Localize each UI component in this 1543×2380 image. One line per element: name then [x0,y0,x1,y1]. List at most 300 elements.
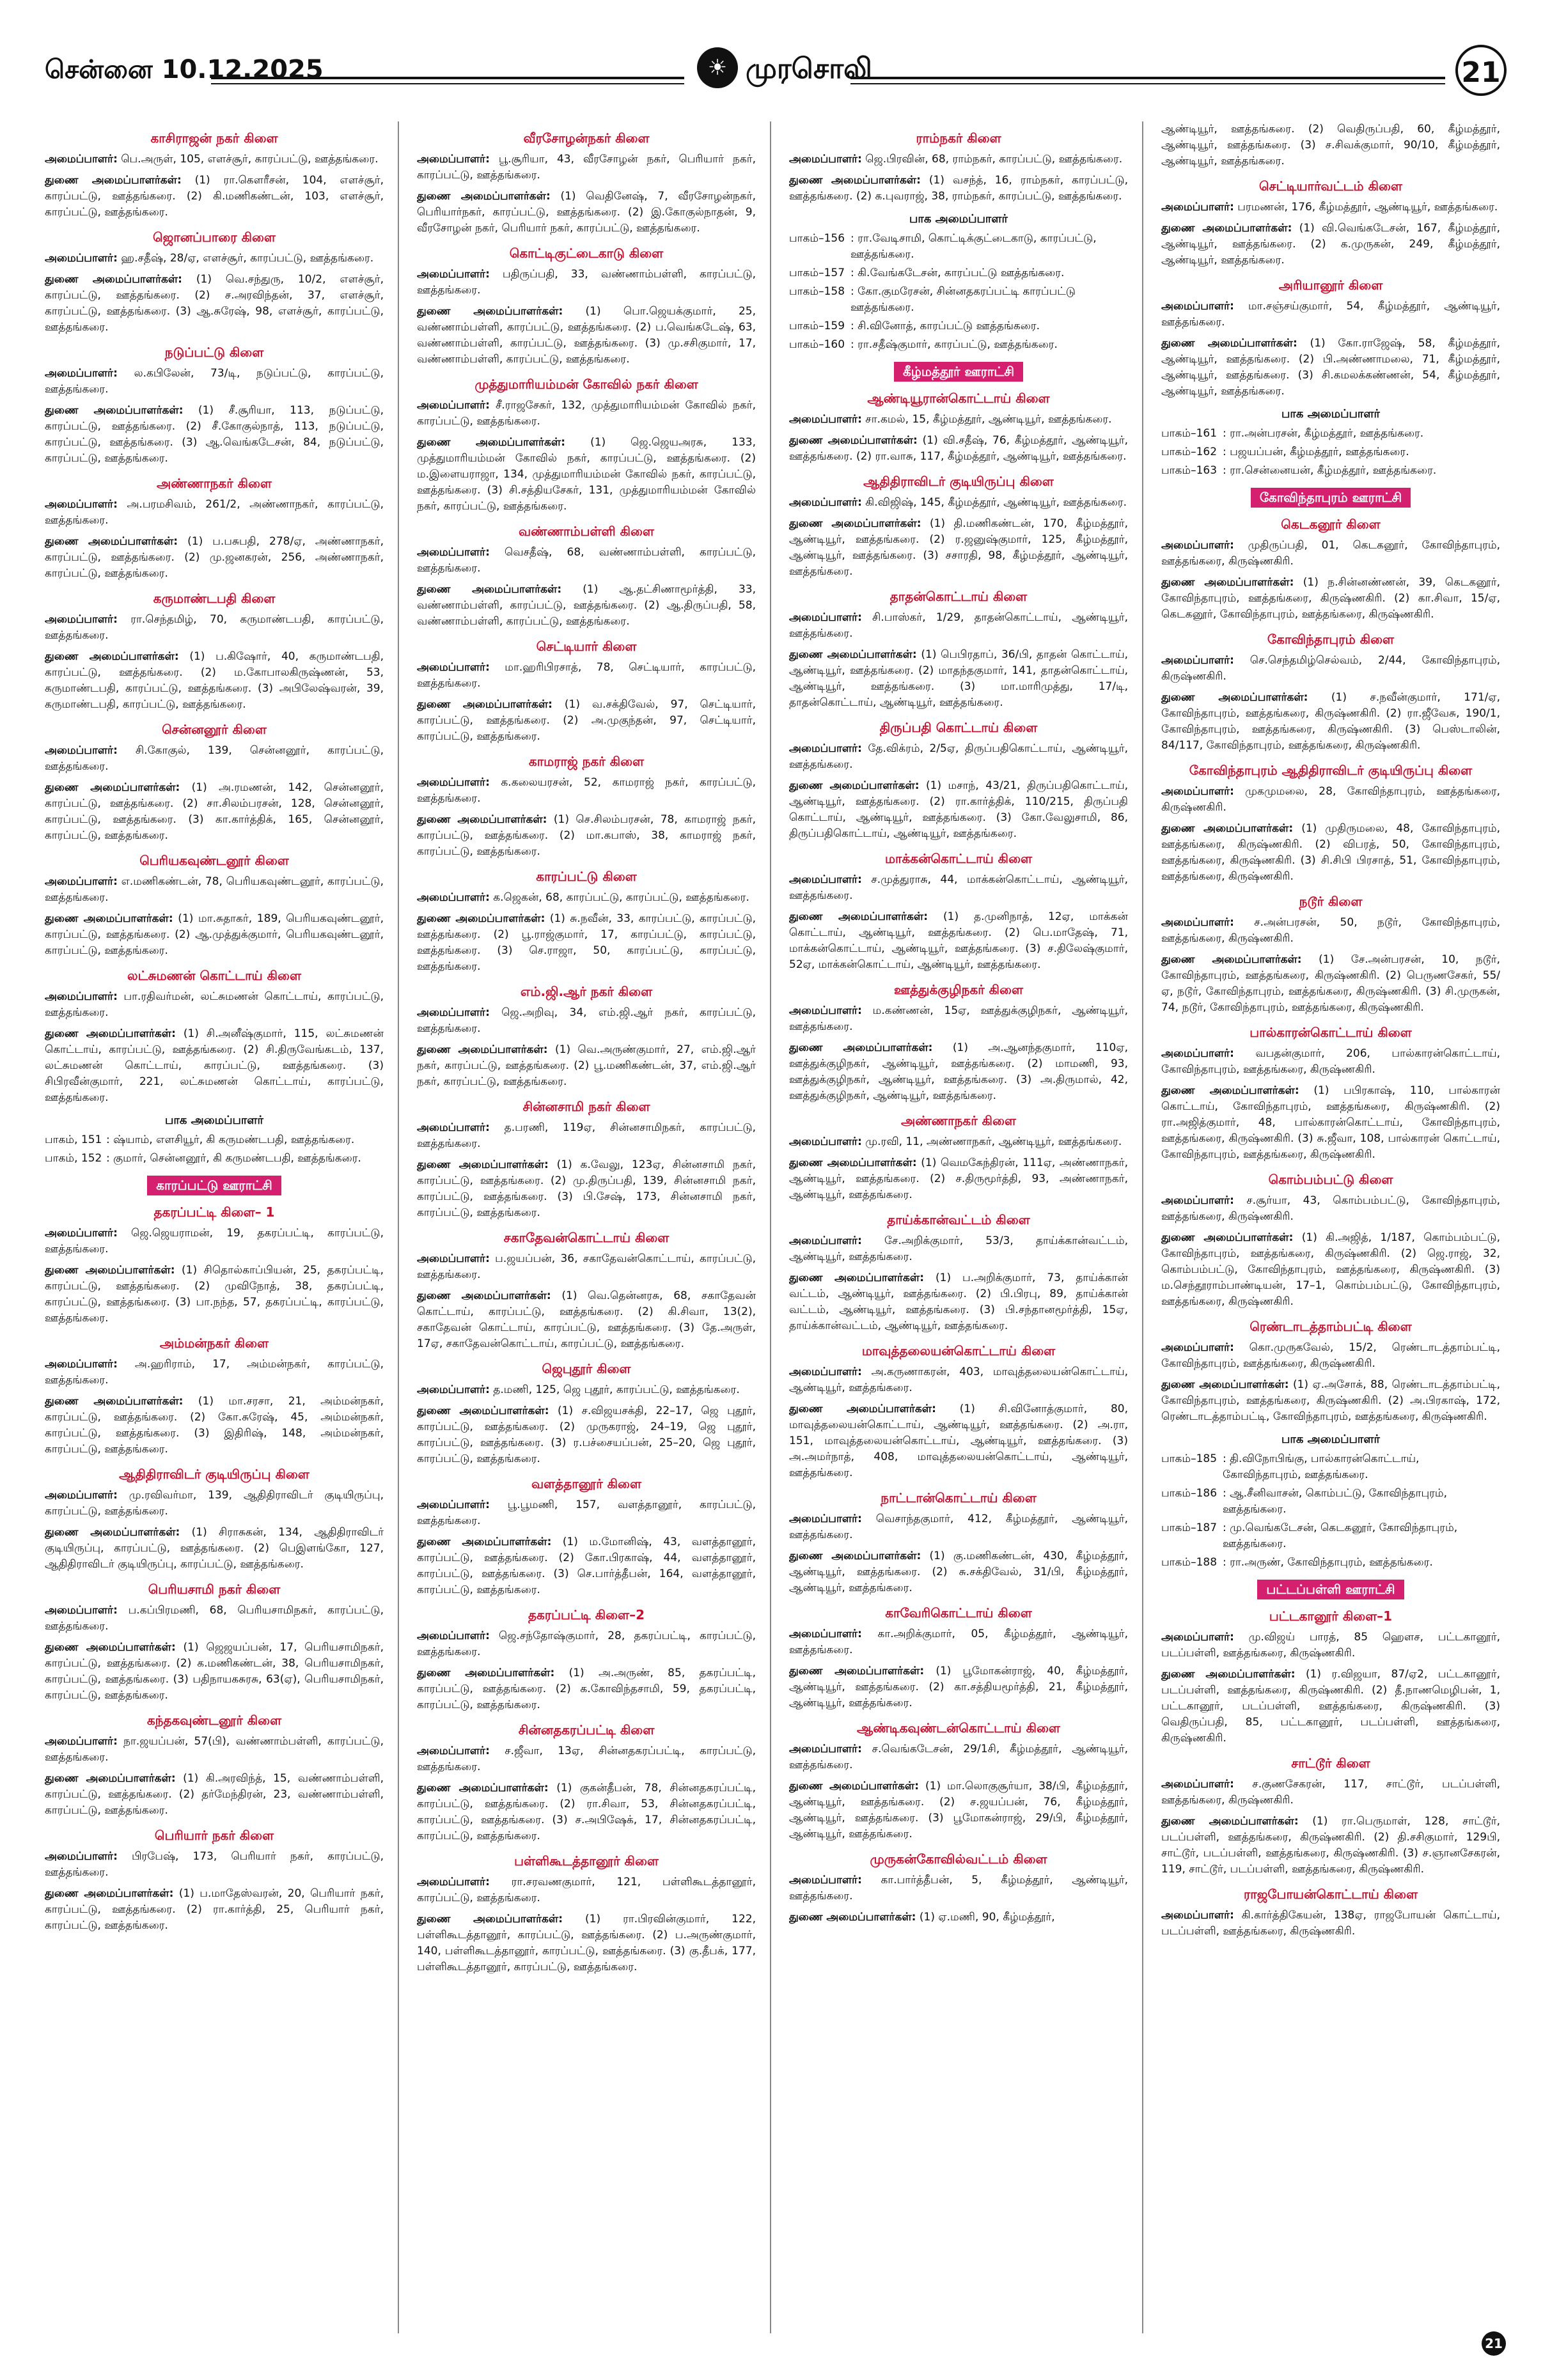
deputy-organizers-text: (1) வெ.தென்னரசு, 68, சகாதேவன் கொட்டாய், காரப்பட்டு, ஊத்தங்கரை. (2) கி.சிவா, 13(2), சகாதேவன் கொட்டாய், காரப்பட்டு, ஊத்தங்கரை. (3) தே.அருள், 17ஏ, சகாதேவன்கொட்டாய், காரப்பட்டு, ஊத்தங்கரை. [417,1289,756,1350]
deputy-organizers-text: (1) கோ.ராஜேஷ், 58, கீழ்மத்தூர், ஆண்டியூர், ஊத்தங்கரை. (2) பி.அண்ணாமலை, 71, கீழ்மத்தூர், ஆண்டியூர், ஊத்தங்கரை. (3) சி.கமலக்கண்ணன், 54, கீழ்மத்தூர், ஆண்டியூர், ஊத்தங்கரை. [1161,337,1500,398]
deputy-organizers-label: துணை அமைப்பாளர்கள்: [1161,337,1297,350]
organizer-label: அமைப்பாளர்: [417,776,490,789]
branch-block [1161,277,1500,400]
organizer-entry [1161,1046,1500,1078]
panchayat-banner: காரப்பட்டு ஊராட்சி [147,1176,281,1195]
organizer-entry [789,1511,1128,1543]
organizer-text: செ.செந்தமிழ்செல்வம், 2/44, கோவிந்தாபுரம், கிருஷ்ணகிரி. [1161,654,1500,683]
organizer-text: சே.அறிக்குமார், 53/3, தாய்க்கான்வட்டம், ஆண்டியூர், ஊத்தங்கரை. [789,1234,1128,1263]
deputy-organizers-label: துணை அமைப்பாளர்கள்: [417,1667,555,1679]
branch-block [789,1851,1128,1925]
deputy-organizers-text: (1) அ.ஆனந்தகுமார், 110ஏ, ஊத்துக்குழிநகர், ஆண்டியூர், ஊத்தங்கரை. (2) மாமணி, 93, ஊத்துக்குழிநகர், ஆண்டியூர், ஊத்தங்கரை. (3) அ.திருமால், 42, ஊத்துக்குழிநகர், ஆண்டியூர், ஊத்தங்கரை. [789,1041,1128,1102]
organizer-entry [1161,1629,1500,1661]
organizer-label: அமைப்பாளர்: [45,1735,118,1748]
deputy-organizers-entry [45,173,384,221]
booth-row [1161,426,1500,442]
organizer-entry [1161,1777,1500,1808]
branch-title: சாட்டூர் கிளை [1291,1755,1370,1771]
branch-block [417,1853,756,1975]
deputy-organizers-label: துணை அமைப்பாளர்கள்: [417,1913,563,1925]
deputy-organizers-label: துணை அமைப்பாளர்கள்: [789,779,920,792]
booth-organizer: : ரா.வேடிசாமி, கொட்டிக்குட்டைகாடு, காரப்பட்டு, ஊத்தங்கரை. [850,232,1097,261]
deputy-organizers-label: துணை அமைப்பாளர்கள்: [45,273,182,286]
branch-block [1161,1886,1500,1940]
deputy-organizers-entry [417,911,756,975]
branch-block [417,1230,756,1352]
organizer-entry [1161,1908,1500,1940]
deputy-organizers-entry [417,1157,756,1221]
branch-title: பட்டகானூர் கிளை–1 [1269,1608,1393,1624]
deputy-organizers-label: துணை அமைப்பாளர்கள்: [789,648,917,661]
deputy-organizers-entry [45,780,384,844]
deputy-organizers-entry [789,909,1128,973]
branch-block [417,754,756,860]
deputy-organizers-entry [417,304,756,368]
branch-title: லட்சுமணன் கொட்டாய் கிளை [127,968,302,983]
branch-block [1161,121,1500,169]
deputy-organizers-entry [789,516,1128,580]
booth-row [789,265,1128,281]
organizer-entry [417,545,756,577]
branch-block [45,968,384,1106]
organizer-text: ரா.செந்தமிழ், 70, கருமாண்டபதி, காரப்பட்டு, ஊத்தங்கரை. [45,613,384,642]
deputy-organizers-entry [789,433,1128,465]
deputy-organizers-entry [417,1288,756,1352]
deputy-organizers-text: (1) வெ.அருண்குமார், 27, எம்.ஜி.ஆர் நகர், காரப்பட்டு, ஊத்தங்கரை. (2) பூ.மணிகண்டன், 37, எம்.ஜி.ஆர் நகர், காரப்பட்டு, ஊத்தங்கரை. [417,1043,756,1088]
branch-block [45,476,384,582]
organizer-text: ச.குணசேகரன், 117, சாட்டூர், படப்பள்ளி, ஊத்தங்கரை, கிருஷ்ணகிரி. [1161,1778,1500,1807]
organizer-entry [45,874,384,906]
deputy-organizers-entry [789,1909,1128,1925]
branch-block [789,391,1128,465]
organizer-label: அமைப்பாளர்: [789,873,862,886]
organizer-text: த.பரணி, 119ஏ, சின்னசாமிநகர், காரப்பட்டு, ஊத்தங்கரை. [417,1121,756,1150]
branch-block [789,1212,1128,1334]
organizer-label: அமைப்பாளர்: [1161,916,1234,929]
deputy-organizers-label: துணை அமைப்பாளர்கள்: [45,1887,174,1900]
deputy-organizers-entry [417,1534,756,1598]
organizer-label: அமைப்பாளர்: [45,875,118,888]
branch-block [45,130,384,221]
organizer-label: அமைப்பாளர்: [1161,1778,1234,1791]
deputy-organizers-entry [1161,221,1500,268]
organizer-entry [417,1743,756,1775]
organizer-entry [417,775,756,807]
deputy-organizers-entry [417,812,756,860]
branch-block [417,524,756,630]
deputy-organizers-label: துணை அமைப்பாளர்கள்: [45,912,173,925]
deputy-organizers-entry [789,1778,1128,1842]
branch-block [45,853,384,959]
deputy-organizers-text: (1) ரா.பெருமாள், 128, சாட்டூர், படப்பள்ளி, ஊத்தங்கரை, கிருஷ்ணகிரி. (2) தி.சசிகுமார், 129பி, சாட்டூர், படப்பள்ளி, ஊத்தங்கரை, கிருஷ்ணகிரி. (3) ச.ஞானசேகரன், 119, சாட்டூர், படப்பள்ளி, ஊத்தங்கரை, கிருஷ்ணகிரி. [1161,1815,1500,1876]
branch-block [789,362,1128,382]
organizer-text: ச.ஜீவா, 13ஏ, சின்னதகரப்பட்டி, காரப்பட்டு, ஊத்தங்கரை. [417,1745,756,1773]
deputy-organizers-label: துணை அமைப்பாளர்கள்: [45,1264,175,1277]
branch-title: கொம்பம்பட்டு கிளை [1268,1172,1393,1187]
deputy-organizers-entry [1161,952,1500,1016]
deputy-organizers-entry [789,1548,1128,1596]
deputy-organizers-text: (1) பொ.ஜெயக்குமார், 25, வண்ணாம்பள்ளி, காரப்பட்டு, ஊத்தங்கரை. (2) ப.வெங்கடேஷ், 63, வண்ணாம்பள்ளி, காரப்பட்டு, ஊத்தங்கரை. (3) மு.சசிகுமார், 17, வண்ணாம்பள்ளி, காரப்பட்டு, ஊத்தங்கரை. [417,305,756,366]
organizer-text: பெ.அருள், 105, எளச்சூர், காரப்பட்டு, ஊத்தங்கரை. [117,153,379,166]
branch-block [45,722,384,844]
organizer-label: அமைப்பாளர்: [417,1629,490,1642]
deputy-organizers-label: துணை அமைப்பாளர்கள்: [1161,1815,1299,1828]
column-1 [45,121,384,2327]
branch-block [417,869,756,975]
deputy-organizers-entry [417,189,756,237]
organizer-label: அமைப்பாளர்: [45,1604,118,1617]
deputy-organizers-text: (1) ம.மோனிஷ், 43, வளத்தானூர், காரப்பட்டு, ஊத்தங்கரை. (2) கோ.பிரகாஷ், 44, வளத்தானூர், காரப்பட்டு, ஊத்தங்கரை. (3) செ.பார்த்தீபன், 164, வளத்தானூர், காரப்பட்டு, ஊத்தங்கரை. [417,1536,756,1596]
branch-block [45,229,384,336]
branch-block [417,1722,756,1844]
branch-block [1161,1172,1500,1310]
deputy-organizers-entry [417,1780,756,1844]
organizer-label: அமைப்பாளர்: [1161,785,1234,798]
panchayat-banner: கீழ்மத்தூர் ஊராட்சி [894,362,1023,382]
branch-block [1161,517,1500,623]
booth-number: பாகம்–160 [789,338,845,351]
organizer-text: ஜெ.பிரவின், 68, ராம்நகர், காரப்பட்டு, ஊத்தங்கரை. [861,153,1123,166]
deputy-organizers-text: (1) ந.சின்னண்ணன், 39, கெடகனூர், கோவிந்தாபுரம், ஊத்தங்கரை, கிருஷ்ணகிரி. (2) கா.சிவா, 15/ஏ, கெடகனூர், கோவிந்தாபுரம், ஊத்தங்கரை, கிருஷ்ணகிரி. [1161,576,1500,621]
deputy-organizers-label: துணை அமைப்பாளர்கள்: [417,912,545,925]
deputy-organizers-text: (1) த.முனிநாத், 12ஏ, மாக்கன் கொட்டாய், ஆண்டியூர், ஊத்தங்கரை. (2) பெ.மாதேஷ், 71, மாக்கன்கொட்டாய், ஆண்டியூர், ஊத்தங்கரை. (3) ச.திலேஷ்குமார், 52ஏ, மாக்கன்கொட்டாய், ஆண்டியூர், ஊத்தங்கரை. [789,910,1128,971]
deputy-organizers-text: (1) அ.ரமணன், 142, சென்னனூர், காரப்பட்டு, ஊத்தங்கரை. (2) சா.சிலம்பரசன், 128, சென்னனூர், காரப்பட்டு, ஊத்தங்கரை. (3) கா.கார்த்திக், 165, சென்னனூர், காரப்பட்டு, ஊத்தங்கரை. [45,781,384,842]
organizer-entry [45,497,384,529]
branch-title: கருமாண்டபதி கிளை [153,591,276,606]
column-divider [398,121,399,2333]
organizer-label: அமைப்பாளர்: [417,268,490,281]
deputy-organizers-label: துணை அமைப்பாளர்கள்: [789,910,928,923]
booth-number: பாகம்–188 [1161,1556,1218,1569]
branch-title: நாட்டான்கொட்டாய் கிளை [881,1490,1037,1505]
organizer-label: அமைப்பாளர்: [417,891,490,904]
organizer-text: வெசாந்தகுமார், 412, கீழ்மத்தூர், ஆண்டியூர், ஊத்தங்கரை. [789,1513,1128,1541]
deputy-organizers-entry [1161,1230,1500,1310]
branch-block [1161,1608,1500,1746]
booth-organizer: : ரா.அன்பரசன், கீழ்மத்தூர், ஊத்தங்கரை. [1223,427,1424,440]
deputy-organizers-entry [417,1403,756,1467]
organizer-label: அமைப்பாளர்: [789,1874,862,1886]
organizer-label: அமைப்பாளர்: [789,1135,862,1148]
branch-block [45,1828,384,1934]
organizer-text: கி.கார்த்திகேயன், 138ஏ, ராஜபோயன் கொட்டாய், படப்பள்ளி, ஊத்தங்கரை, கிருஷ்ணகிரி. [1161,1909,1500,1938]
column-4 [1161,121,1500,2327]
branch-title: வீரசோழன்நகர் கிளை [523,130,650,146]
branch-block [45,1713,384,1819]
booth-row [1161,1555,1500,1571]
deputy-organizers-label: துணை அமைப்பாளர்கள்: [417,698,552,711]
organizer-label: அமைப்பாளர்: [417,661,490,674]
deputy-organizers-label: துணை அமைப்பாளர்கள்: [789,1550,921,1562]
organizer-entry [789,741,1128,773]
deputy-organizers-text: (1) வெ.சந்துரு, 10/2, எளச்சூர், காரப்பட்டு, ஊத்தங்கரை. (2) ச.அரவிந்தன், 37, எளச்சூர், காரப்பட்டு, ஊத்தங்கரை. (3) ஆ.சுரேஷ், 98, எளச்சூர், காரப்பட்டு, ஊத்தங்கரை. [45,273,384,334]
organizer-entry [789,1364,1128,1396]
organizer-label: அமைப்பாளர்: [45,1850,118,1863]
deputy-organizers-text: (1) தி.மணிகண்டன், 170, கீழ்மத்தூர், ஆண்டியூர், ஊத்தங்கரை. (2) ர.ஜனுஷ்குமார், 125, கீழ்மத்தூர், ஆண்டியூர், ஊத்தங்கரை. (3) சசாரதி, 98, கீழ்மத்தூர், ஆண்டியூர், ஊத்தங்கரை. [789,517,1128,578]
booth-row [789,284,1128,316]
organizer-label: அமைப்பாளர்: [1161,1631,1234,1644]
booth-organizer: : ஷ்யாம், எளசியூர், கி கருமண்டபதி, ஊத்தங்கரை. [106,1133,355,1146]
deputy-organizers-label: துணை அமைப்பாளர்கள்: [417,436,566,449]
booth-organizer: : ரா.அருண், கோவிந்தாபுரம், ஊத்தங்கரை. [1223,1556,1433,1569]
deputy-organizers-entry [45,1771,384,1819]
organizer-text: பூ.பூமணி, 157, வளத்தானூர், காரப்பட்டு, ஊத்தங்கரை. [417,1498,756,1527]
branch-block [417,377,756,515]
deputy-organizers-label: துணை அமைப்பாளர்கள்: [45,1526,180,1539]
continued-text: ஆண்டியூர், ஊத்தங்கரை. (2) வெதிருப்பதி, 60, கீழ்மத்தூர், ஆண்டியூர், ஊத்தங்கரை. (3) ச.சிவக்குமார், 90/10, கீழ்மத்தூர், ஆண்டியூர், ஊத்தங்கரை. [1161,123,1500,167]
branch-title: அண்ணாநகர் கிளை [157,476,272,491]
deputy-organizers-entry [45,272,384,336]
branch-title: தகரப்பட்டி கிளை– 1 [153,1204,275,1220]
deputy-organizers-entry [1161,336,1500,400]
branch-title: ராம்நகர் கிளை [916,130,1001,146]
deputy-organizers-label: துணை அமைப்பாளர்கள்: [1161,576,1294,589]
branch-title: ரெண்டாடத்தாம்பட்டி கிளை [1249,1319,1412,1334]
deputy-organizers-entry [417,582,756,630]
branch-title: கோவிந்தாபுரம் ஆதிதிராவிடர் குடியிருப்பு கிளை [1189,763,1473,778]
organizer-text: ப.ஜயப்பன், 36, சகாதேவன்கொட்டாய், காரப்பட்டு, ஊத்தங்கரை. [417,1252,756,1281]
branch-title: மாக்கன்கொட்டாய் கிளை [884,851,1033,866]
organizer-label: அமைப்பாளர்: [1161,300,1234,313]
deputy-organizers-text: (1) வசந்த், 16, ராம்நகர், காரப்பட்டு, ஊத்தங்கரை. (2) க.புவராஜ், 38, ராம்நகர், காரப்பட்டு, ஊத்தங்கரை. [789,174,1128,203]
organizer-text: மு.ரவிவர்மா, 139, ஆதிதிராவிடர் குடியிருப்பு, காரப்பட்டு, ஊத்தங்கரை. [45,1489,384,1518]
deputy-organizers-label: துணை அமைப்பாளர்கள்: [417,583,562,596]
organizer-entry [1161,538,1500,570]
deputy-organizers-label: துணை அமைப்பாளர்கள்: [789,1156,917,1169]
branch-title: ஆண்டிகவுண்டன்கொட்டாய் கிளை [857,1720,1060,1736]
deputy-organizers-entry [417,435,756,515]
organizer-label: அமைப்பாளர்: [417,1121,490,1134]
deputy-organizers-text: (1) பூமோகன்ராஜ், 40, கீழ்மத்தூர், ஆண்டியூர், ஊத்தங்கரை. (2) கா.சத்தியமூர்த்தி, 21, கீழ்மத்தூர், ஆண்டியூர், ஊத்தங்கரை. [789,1665,1128,1709]
branch-title: தாய்க்கான்வட்டம் கிளை [887,1212,1030,1227]
organizer-entry [789,1134,1128,1150]
organizer-label: அமைப்பாளர்: [417,153,490,166]
deputy-organizers-text: (1) ப.மாதேஸ்வரன், 20, பெரியார் நகர், காரப்பட்டு, ஊத்தங்கரை. (2) ரா.கார்த்தி, 25, பெரியார் நகர், காரப்பட்டு, ஊத்தங்கரை. [45,1887,384,1932]
organizer-entry [417,1497,756,1529]
column-3 [789,121,1128,2327]
branch-block [1161,406,1500,479]
organizer-text: மா.சஞ்சய்குமார், 54, கீழ்மத்தூர், ஆண்டியூர், ஊத்தங்கரை. [1161,300,1500,329]
organizer-label: அமைப்பாளர்: [45,498,118,511]
branch-block [45,345,384,467]
column-divider [770,121,771,2333]
branch-title: நடுப்பட்டு கிளை [164,345,264,360]
branch-block [789,589,1128,711]
deputy-organizers-label: துணை அமைப்பாளர்கள்: [45,1772,176,1785]
deputy-organizers-entry [45,1026,384,1106]
organizer-text: அ.பரமசிவம், 261/2, அண்ணாநகர், காரப்பட்டு, ஊத்தங்கரை. [45,498,384,527]
branch-title: பெரியகவுண்டனூர் கிளை [139,853,289,868]
deputy-organizers-label: துணை அமைப்பாளர்கள்: [45,1027,176,1040]
deputy-organizers-entry [789,1401,1128,1481]
branch-block [45,591,384,713]
deputy-organizers-label: துணை அமைப்பாளர்கள்: [417,813,547,826]
organizer-text: ச.அன்பரசன், 50, நடூர், கோவிந்தாபுரம், ஊத்தங்கரை, கிருஷ்ணகிரி. [1161,916,1500,945]
organizer-text: தே.விக்ரம், 2/5ஏ, திருப்பதிகொட்டாய், ஆண்டியூர், ஊத்தங்கரை. [789,742,1128,771]
branch-title: முத்துமாரியம்மன் கோவில் நகர் கிளை [474,377,698,392]
branch-block [417,1361,756,1467]
organizer-text: அ.ஹரிராம், 17, அம்மன்நகர், காரப்பட்டு, ஊத்தங்கரை. [45,1358,384,1387]
deputy-organizers-label: துணை அமைப்பாளர்கள்: [417,190,551,203]
branch-block [45,1582,384,1704]
branch-title: சின்னதகரப்பட்டி கிளை [518,1722,655,1738]
deputy-organizers-entry [789,173,1128,205]
branch-title: திருப்பதி கொட்டாய் கிளை [879,720,1038,735]
deputy-organizers-entry [1161,821,1500,885]
deputy-organizers-text: (1) சி.வினோத்குமார், 80, மாவுத்தலையன்கொட்டாய், ஆண்டியூர், ஊத்தங்கரை. (2) அ.ரா, 151, மாவுத்தலையன்கொட்டாய், ஆண்டியூர், ஊத்தங்கரை. (3) அ.அமர்நாத், 408, மாவுத்தலையன்கொட்டாய், ஆண்டியூர், ஊத்தங்கரை. [789,1403,1128,1479]
deputy-organizers-entry [45,1263,384,1326]
booth-number: பாகம்–163 [1161,464,1218,477]
branch-block [417,639,756,745]
deputy-organizers-entry [45,403,384,467]
booth-row [1161,463,1500,479]
deputy-organizers-label: துணை அமைப்பாளர்கள்: [789,174,921,187]
organizer-entry [1161,915,1500,947]
deputy-organizers-entry [1161,1083,1500,1163]
deputy-organizers-text: (1) வெமகேந்திரன், 111ஏ, அண்ணாநகர், ஆண்டியூர், ஊத்தங்கரை. (2) ச.திருமூர்த்தி, 93, அண்ணாநகர், ஆண்டியூர், ஊத்தங்கரை. [789,1156,1128,1201]
deputy-organizers-label: துணை அமைப்பாளர்கள்: [1161,691,1308,704]
booth-row [1161,1520,1500,1552]
organizer-entry [789,872,1128,904]
organizer-text: கா.அறிக்குமார், 05, கீழ்மத்தூர், ஆண்டியூர், ஊத்தங்கரை. [789,1628,1128,1656]
organizer-label: அமைப்பாளர்: [417,1498,490,1511]
deputy-organizers-entry [417,1911,756,1975]
booth-organizer: : கோ.குமரேசன், சின்னதகரப்பட்டி காரப்பட்டு ஊத்தங்கரை. [850,285,1076,314]
page-number-badge: 21 [1455,45,1507,96]
deputy-organizers-text: (1) வி.சதீஷ், 76, கீழ்மத்தூர், ஆண்டியூர், ஊத்தங்கரை. (2) ரா.வாசு, 117, கீழ்மத்தூர், ஆண்டியூர், ஊத்தங்கரை. [789,434,1128,463]
deputy-organizers-text: (1) சு.நவீன், 33, காரப்பட்டு, காரப்பட்டு, ஊத்தங்கரை. (2) பூ.ராஜ்குமார், 17, காரப்பட்டு, காரப்பட்டு, ஊத்தங்கரை. (3) செ.ராஜா, 50, காரப்பட்டு, காரப்பட்டு, ஊத்தங்கரை. [417,912,756,973]
branch-block [45,1112,384,1167]
deputy-organizers-text: (1) கி.அஜித், 1/187, கொம்பம்பட்டு, கோவிந்தாபுரம், ஊத்தங்கரை, கிருஷ்ணகிரி. (2) ஜெ.ராஜ், 32, கொம்பம்பட்டு, கோவிந்தாபுரம், ஊத்தங்கரை, கிருஷ்ணகிரி. (3) ம.செந்தூராம்பாண்டியன், 17–1, கொம்பம்பட்டு, கோவிந்தாபுரம், ஊத்தங்கரை, கிருஷ்ணகிரி. [1161,1231,1500,1308]
booth-number: பாகம்–156 [789,232,845,245]
organizer-text: வபதன்குமார், 206, பால்காரன்கொட்டாய், கோவிந்தாபுரம், ஊத்தங்கரை, கிருஷ்ணகிரி. [1161,1047,1500,1076]
newspaper-title: முரசொலி [746,52,872,85]
organizer-label: அமைப்பாளர்: [417,1876,490,1888]
branch-block [1161,1431,1500,1571]
organizer-text: ரா.சரவணகுமார், 121, பள்ளிகூடத்தானூர், காரப்பட்டு, ஊத்தங்கரை. [417,1876,756,1904]
organizer-entry [417,1251,756,1283]
branch-title: எம்.ஜி.ஆர் நகர் கிளை [520,984,653,999]
organizer-text: முதிருப்பதி, 01, கெடகனூர், கோவிந்தாபுரம், ஊத்தங்கரை, கிருஷ்ணகிரி. [1161,539,1500,568]
branch-block [1161,488,1500,508]
deputy-organizers-text: (1) மா.சரசா, 21, அம்மன்நகர், காரப்பட்டு, ஊத்தங்கரை. (2) கோ.சுரேஷ், 45, அம்மன்நகர், காரப்பட்டு, ஊத்தங்கரை. (3) இதிரிஷ், 148, அம்மன்நகர், காரப்பட்டு, ஊத்தங்கரை. [45,1395,384,1456]
deputy-organizers-label: துணை அமைப்பாளர்கள்: [417,1782,549,1794]
organizer-text: மு.ரவி, 11, அண்ணாநகர், ஆண்டியூர், ஊத்தங்கரை. [861,1135,1122,1148]
footer-page-number: 21 [1482,2331,1506,2356]
deputy-organizers-text: (1) கி.அரவிந்த், 15, வண்ணாம்பள்ளி, காரப்பட்டு, ஊத்தங்கரை. (2) தர்மேந்திரன், 23, வண்ணாம்பள்ளி, காரப்பட்டு, ஊத்தங்கரை. [45,1772,384,1817]
deputy-organizers-text: (1) சீ.சூரியா, 113, நடுப்பட்டு, காரப்பட்டு, ஊத்தங்கரை. (2) சீ.கோகுல்நாத், 113, நடுப்பட்டு, காரப்பட்டு, ஊத்தங்கரை. (3) ஆ.வெங்கடேசன், 84, நடுப்பட்டு, காரப்பட்டு, ஊத்தங்கரை. [45,404,384,465]
deputy-organizers-text: (1) ரா.பிரவின்குமார், 122, பள்ளிகூடத்தானூர், காரப்பட்டு, ஊத்தங்கரை. (2) ப.அருண்குமார், 140, பள்ளிகூடத்தானூர், காரப்பட்டு, ஊத்தங்கரை. (3) கு.தீபக், 177, பள்ளிகூடத்தானூர், காரப்பட்டு, ஊத்தங்கரை. [417,1913,756,1973]
branch-block [1161,1580,1500,1599]
deputy-organizers-entry [45,1394,384,1458]
panchayat-banner: கோவிந்தாபுரம் ஊராட்சி [1251,488,1411,508]
branch-block [417,984,756,1090]
branch-block [789,1605,1128,1711]
booth-number: பாகம்–185 [1161,1452,1218,1465]
deputy-organizers-label: துணை அமைப்பாளர்கள்: [417,305,563,318]
organizer-entry [45,743,384,775]
organizer-label: அமைப்பாளர்: [789,413,862,426]
deputy-organizers-entry [789,778,1128,842]
organizer-entry [417,1628,756,1660]
deputy-organizers-label: துணை அமைப்பாளர்கள்: [1161,222,1292,235]
booth-organizer: : தி.விநோபிங்கு, பால்காரன்கொட்டாய், கோவிந்தாபுரம், ஊத்தங்கரை. [1223,1452,1420,1481]
organizer-text: பரமணன், 176, கீழ்மத்தூர், ஆண்டியூர், ஊத்தங்கரை. [1234,201,1498,214]
organizer-text: எ.மணிகண்டன், 78, பெரியகவுண்டனூர், காரப்பட்டு, ஊத்தங்கரை. [45,875,384,904]
deputy-organizers-label: துணை அமைப்பாளர்கள்: [1161,1231,1294,1244]
organizer-entry [45,989,384,1021]
booth-number: பாகம்–161 [1161,427,1218,440]
deputy-organizers-entry [789,647,1128,711]
organizer-entry [417,1382,756,1398]
branch-block [417,1099,756,1221]
organizer-text: க.கலையரசன், 52, காமராஜ் நகர், காரப்பட்டு, ஊத்தங்கரை. [417,776,756,805]
deputy-organizers-entry [789,1270,1128,1334]
organizer-entry [45,1488,384,1520]
organizer-text: சீ.ராஜசேகர், 132, முத்துமாரியம்மன் கோவில் நகர், காரப்பட்டு, ஊத்தங்கரை. [417,399,756,428]
branch-block [789,1720,1128,1842]
organizer-label: அமைப்பாளர்: [789,153,862,166]
organizer-label: அமைப்பாளர்: [417,1006,490,1019]
organizer-label: அமைப்பாளர்: [789,1365,862,1378]
branch-block [789,1490,1128,1596]
branch-title: வளத்தானூர் கிளை [531,1476,642,1491]
rising-sun-logo-icon: ☀ [697,47,738,88]
organizer-entry [789,495,1128,511]
branch-block [417,1476,756,1598]
organizer-entry [45,1357,384,1388]
organizer-entry [417,152,756,183]
deputy-organizers-entry [45,649,384,713]
organizer-text: த.மணி, 125, ஜெ புதூர், காரப்பட்டு, ஊத்தங்கரை. [489,1383,740,1396]
deputy-organizers-entry [1161,1377,1500,1425]
branch-block [1161,1319,1500,1425]
deputy-organizers-label: துணை அமைப்பாளர்கள்: [789,1780,920,1793]
branch-title: ஆதிதிராவிடர் குடியிருப்பு கிளை [119,1466,309,1482]
branch-title: வண்ணாம்பள்ளி கிளை [519,524,654,539]
deputy-organizers-label: துணை அமைப்பாளர்கள்: [789,1403,936,1415]
organizer-label: அமைப்பாளர்: [417,1383,490,1396]
deputy-organizers-text: (1) ஏ.மணி, 90, கீழ்மத்தூர், [916,1911,1055,1924]
organizer-text: அ.கருணாகரன், 403, மாவுத்தலையன்கொட்டாய், ஆண்டியூர், ஊத்தங்கரை. [789,1365,1128,1394]
organizer-entry [1161,1340,1500,1372]
organizer-entry [45,1734,384,1766]
organizer-entry [417,398,756,430]
organizer-text: ம.கண்ணன், 15ஏ, ஊத்துக்குழிநகர், ஆண்டியூர், ஊத்தங்கரை. [789,1004,1128,1033]
organizer-label: அமைப்பாளர்: [45,153,118,166]
branch-title: ஜொனப்பாரை கிளை [153,229,276,245]
organizer-entry [789,412,1128,428]
branch-title: அம்மன்நகர் கிளை [159,1335,269,1351]
branch-title: சகாதேவன்கொட்டாய் கிளை [503,1230,670,1245]
organizer-text: ல.கபிலேன், 73/டி, நடுப்பட்டு, காரப்பட்டு, ஊத்தங்கரை. [45,367,384,396]
deputy-organizers-label: துணை அமைப்பாளர்கள்: [789,1041,933,1054]
deputy-organizers-label: துணை அமைப்பாளர்கள்: [45,404,184,417]
header-rule-left [211,77,684,84]
organizer-text: பதிருப்பதி, 33, வண்ணாம்பள்ளி, காரப்பட்டு, ஊத்தங்கரை. [417,268,756,297]
deputy-organizers-label: துணை அமைப்பாளர்கள்: [45,174,182,187]
branch-title: காவேரிகொட்டாய் கிளை [885,1605,1032,1621]
branch-title: பால்காரன்கொட்டாய் கிளை [1249,1025,1412,1040]
booth-row [1161,444,1500,460]
deputy-organizers-text: (1) ச.விஜயசக்தி, 22–17, ஜெ புதூர், காரப்பட்டு, ஊத்தங்கரை. (2) முருகராஜ், 24–19, ஜெ புதூர், காரப்பட்டு, ஊத்தங்கரை. (3) ர.பச்சையப்பன், 25–20, ஜெ புதூர், காரப்பட்டு, ஊத்தங்கரை. [417,1404,756,1465]
masthead [45,41,1507,111]
organizer-entry [45,612,384,644]
deputy-organizers-text: (1) ப.அறிக்குமார், 73, தாய்க்கான் வட்டம், ஆண்டியூர், ஊத்தங்கரை. (2) பி.பிரபு, 89, தாய்க்கான் வட்டம், ஆண்டியூர், ஊத்தங்கரை. (3) பி.சந்தானமூர்த்தி, 15ஏ, தாய்க்கான்வட்டம், ஆண்டியூர், ஊத்தங்கரை. [789,1272,1128,1332]
organizer-entry [789,1872,1128,1904]
organizer-entry [45,1849,384,1881]
organizer-entry [417,660,756,692]
